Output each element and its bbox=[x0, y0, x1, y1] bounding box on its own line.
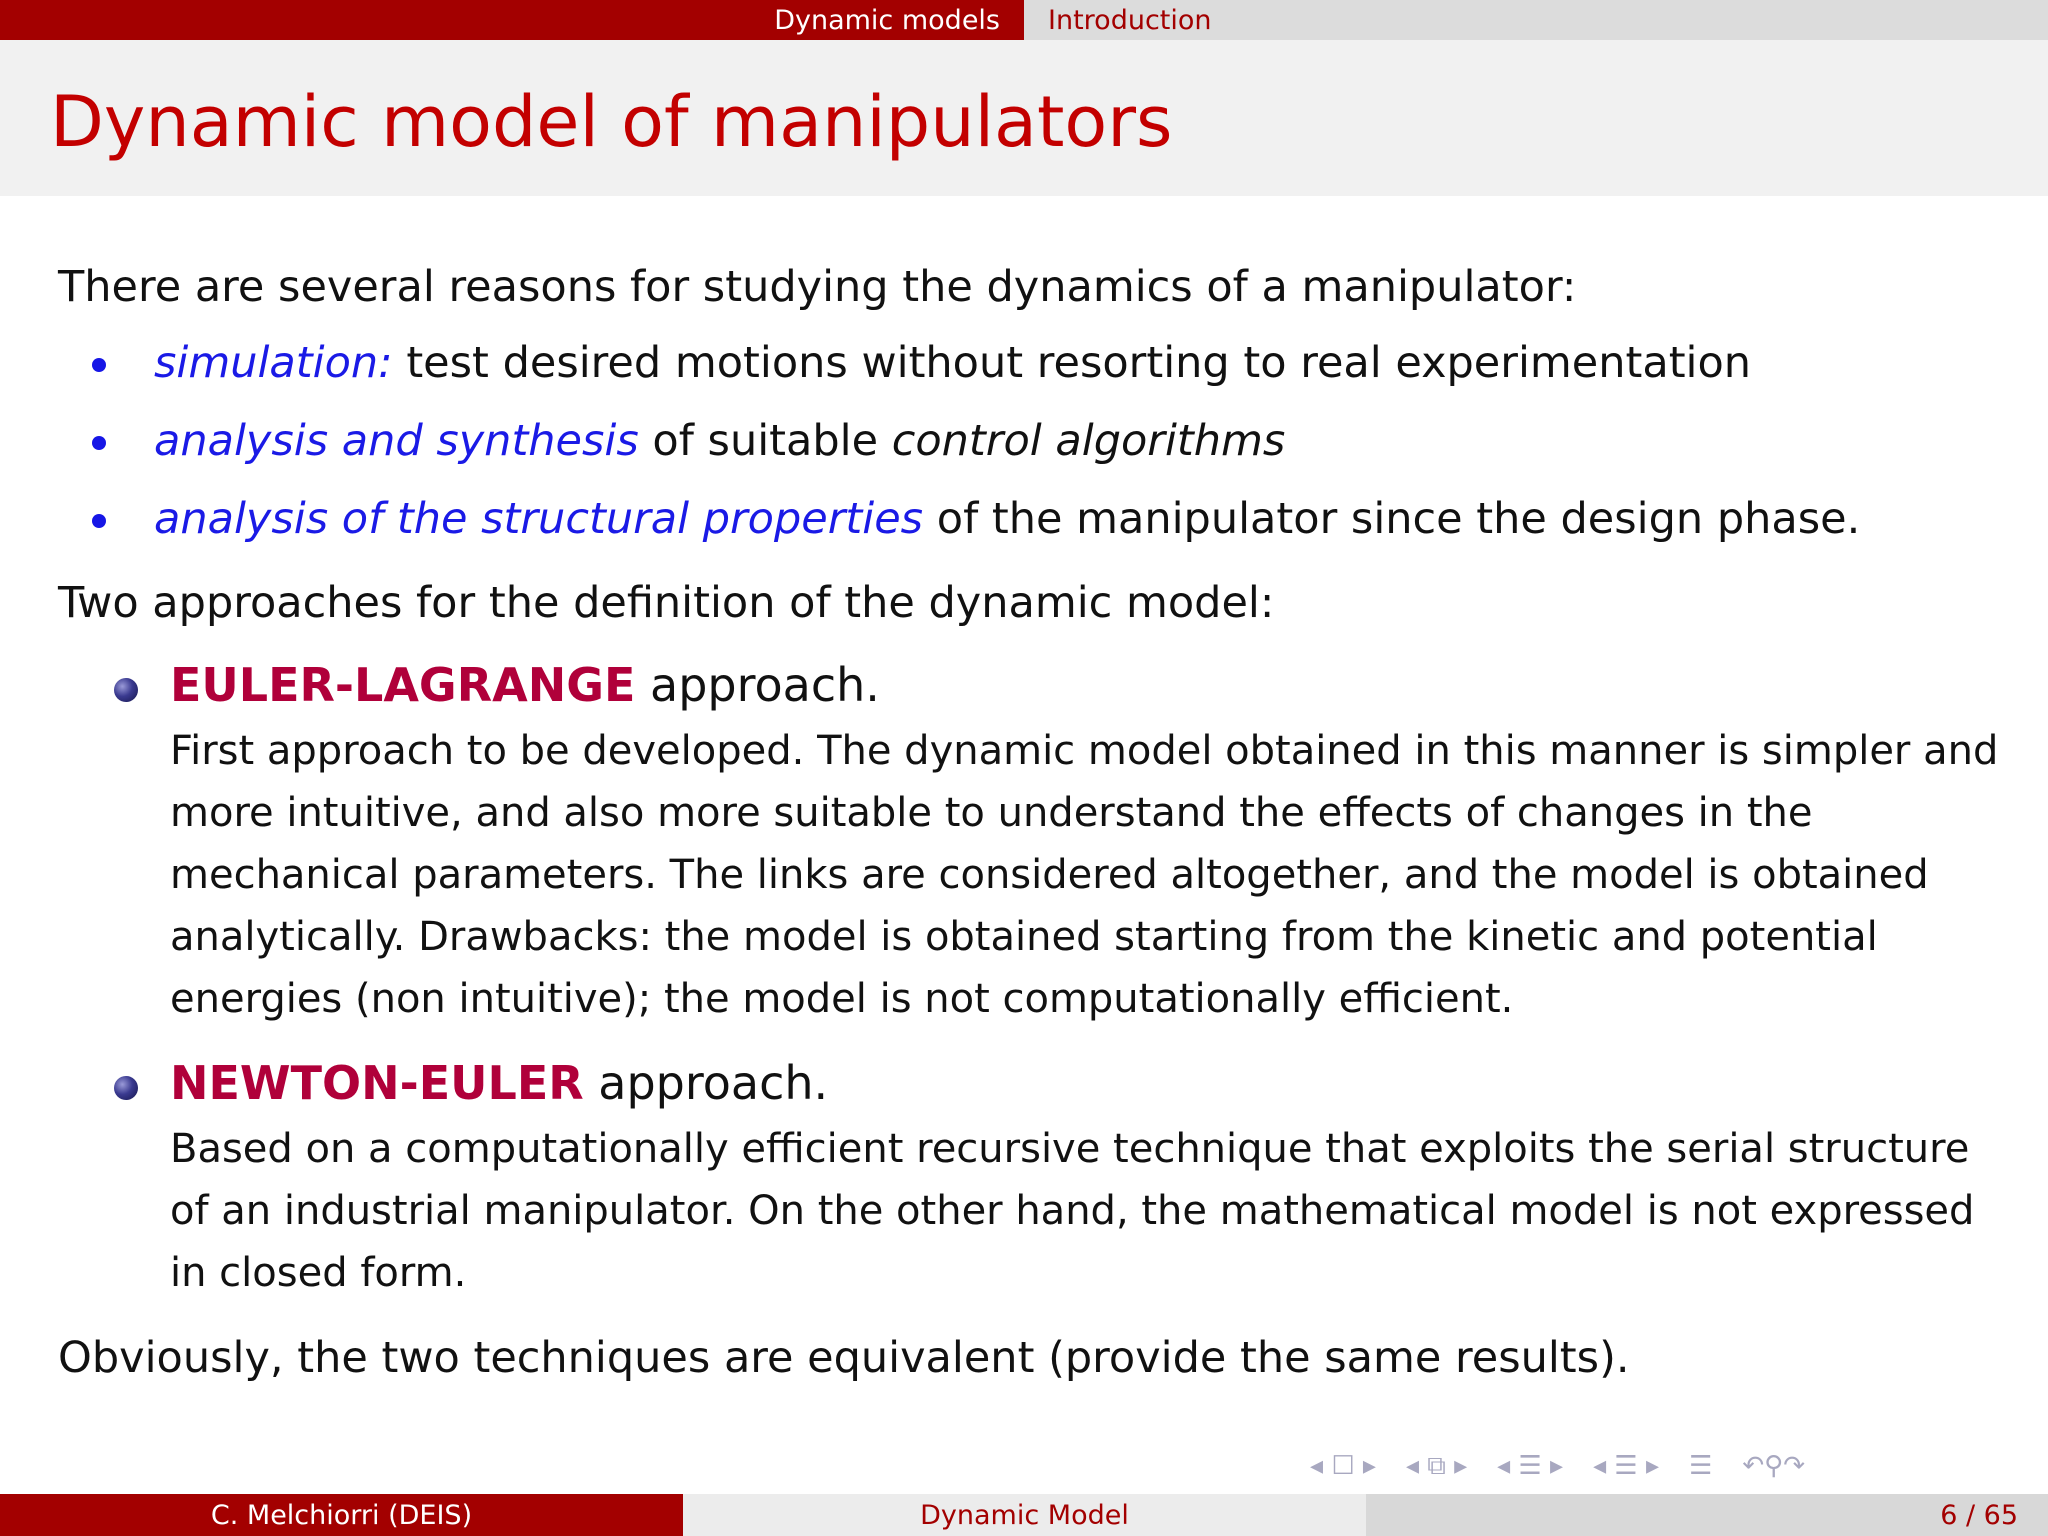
list-item bbox=[58, 480, 2008, 558]
reason-text: test desired motions without resorting to real experimentation bbox=[392, 338, 1752, 388]
title-bar bbox=[0, 40, 2048, 196]
reason-emphasis-italic: control algorithms bbox=[891, 416, 1286, 466]
approach-suffix: approach. bbox=[583, 1056, 829, 1110]
ball-bullet-icon bbox=[114, 678, 138, 702]
footer-topic: Dynamic Model bbox=[683, 1494, 1366, 1536]
approach-heading bbox=[170, 1048, 2008, 1118]
approach-description: First approach to be developed. The dynamic model obtained in this manner is simpler and more intuitive, and also more suitable to understand the effects of changes in the mechanical parameters. The links are considered altogether, and the model is obtained analytically. Drawbacks: the model is obtained starting from the kinetic and potential energies (non intuitive); the model is not computationally efficient. bbox=[170, 728, 1999, 1022]
approach-description: Based on a computationally efficient recursive technique that exploits the serial structure of an industrial manipulator. On the other hand, the mathematical model is not expressed in closed form. bbox=[170, 1126, 1975, 1296]
list-item bbox=[58, 402, 2008, 480]
section-nav-icon[interactable]: ◂ ☰ ▸ bbox=[1497, 1451, 1564, 1481]
reason-text: of the manipulator since the design phase. bbox=[923, 494, 1861, 544]
list-item bbox=[58, 324, 2008, 402]
reasons-list bbox=[58, 324, 2008, 558]
bullet-icon bbox=[92, 514, 106, 528]
approach-name: NEWTON-EULER bbox=[170, 1056, 584, 1110]
footer-author: C. Melchiorri (DEIS) bbox=[0, 1494, 683, 1536]
subsection-nav-icon[interactable]: ◂ ⧉ ▸ bbox=[1405, 1450, 1468, 1481]
approach-heading bbox=[170, 650, 2008, 720]
approaches-intro: Two approaches for the definition of the dynamic model: bbox=[58, 578, 1275, 628]
approach-name: EULER-LAGRANGE bbox=[170, 658, 636, 712]
nav-subsection[interactable]: Introduction bbox=[1024, 0, 2048, 40]
document-nav-icon[interactable]: ◂ ☰ ▸ bbox=[1593, 1451, 1660, 1481]
frame-nav-icon[interactable]: ◂ ☐ ▸ bbox=[1310, 1451, 1376, 1481]
top-navigation-bar bbox=[0, 0, 2048, 40]
approach-newton-euler bbox=[58, 1048, 2008, 1304]
ball-bullet-icon bbox=[114, 1076, 138, 1100]
approach-suffix: approach. bbox=[635, 658, 880, 712]
footer-bar bbox=[0, 1494, 2048, 1536]
slide-content bbox=[58, 258, 2008, 1398]
reason-emphasis: simulation: bbox=[154, 338, 393, 388]
reason-emphasis: analysis of the structural properties bbox=[154, 494, 924, 544]
intro-text: There are several reasons for studying the dynamics of a manipulator: bbox=[58, 262, 1577, 312]
reason-text: of suitable bbox=[638, 416, 892, 466]
bullet-icon bbox=[92, 436, 106, 450]
footer-page-number: 6 / 65 bbox=[1366, 1494, 2048, 1536]
bullet-icon bbox=[92, 358, 106, 372]
reason-emphasis: analysis and synthesis bbox=[154, 416, 639, 466]
search-back-icon[interactable]: ↶⚲↷ bbox=[1742, 1451, 1805, 1481]
conclusion-text: Obviously, the two techniques are equivalent (provide the same results). bbox=[58, 1333, 1630, 1383]
slide-title: Dynamic model of manipulators bbox=[50, 81, 1173, 163]
toc-icon[interactable]: ☰ bbox=[1689, 1451, 1713, 1481]
approach-euler-lagrange bbox=[58, 650, 2008, 1030]
beamer-navigation-symbols bbox=[1310, 1446, 1805, 1486]
nav-section[interactable]: Dynamic models bbox=[0, 0, 1024, 40]
